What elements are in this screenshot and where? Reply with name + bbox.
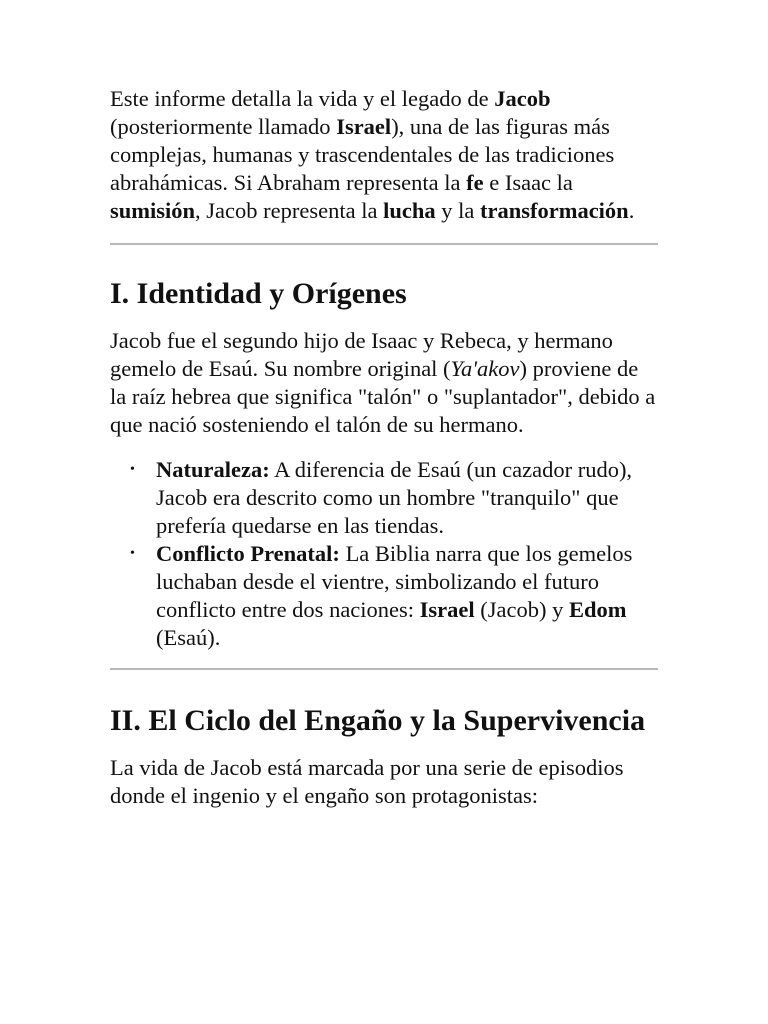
bullet-text: A diferencia de Esaú (un cazador rudo), Jacob era descrito como un hombre "tranquilo" que prefería quedarse en las tiendas. (156, 457, 633, 538)
section2-paragraph: La vida de Jacob está marcada por una serie de episodios donde el ingenio y el engaño son protagonistas: (110, 755, 624, 808)
bullet-text: (Esaú). (156, 625, 221, 650)
bullet-label: Naturaleza: (156, 457, 270, 482)
section1-italic-name: Ya'akov (450, 356, 520, 381)
bullet-text: La Biblia narra que los gemelos luchaban desde el vientre, simbolizando el futuro conflicto entre dos naciones: (156, 541, 633, 622)
intro-text: e Isaac la (483, 170, 573, 195)
intro-bold-transformacion: transformación (479, 198, 629, 223)
section1-paragraph (110, 327, 658, 439)
bullet-label: Conflicto Prenatal: (156, 541, 340, 566)
intro-bold-sumision: sumisión (110, 198, 196, 223)
list-item (110, 540, 658, 652)
intro-text: y la (435, 198, 480, 223)
intro-text: , Jacob representa la (195, 198, 384, 223)
section2-heading: II. El Ciclo del Engaño y la Supervivencia (110, 704, 646, 737)
intro-text: (posteriormente llamado (110, 114, 337, 139)
intro-bold-israel: Israel (336, 114, 392, 139)
section-divider (110, 668, 658, 670)
list-item (110, 456, 658, 540)
section1-heading: I. Identidad y Orígenes (110, 277, 407, 310)
intro-bold-fe: fe (466, 170, 484, 195)
section1-bullet-list (110, 456, 658, 652)
intro-bold-lucha: lucha (383, 198, 436, 223)
bullet-text: (Jacob) y (474, 597, 570, 622)
intro-paragraph (110, 85, 658, 225)
section1-text: Jacob fue el segundo hijo de Isaac y Rebeca, y hermano gemelo de Esaú. Su nombre original ( (110, 328, 613, 381)
intro-bold-jacob: Jacob (494, 86, 551, 111)
bullet-bold-israel: Israel (419, 597, 475, 622)
bullet-bold-edom: Edom (569, 597, 627, 622)
section1-text: ) proviene de la raíz hebrea que significa "talón" o "suplantador", debido a que nació sosteniendo el talón de su hermano. (110, 356, 656, 437)
intro-text: . (628, 198, 635, 223)
intro-text: Este informe detalla la vida y el legado de (110, 86, 495, 111)
intro-text: ), una de las figuras más complejas, humanas y trascendentales de las tradiciones abrahámicas. Si Abraham representa la (110, 114, 615, 195)
section-divider (110, 243, 658, 245)
